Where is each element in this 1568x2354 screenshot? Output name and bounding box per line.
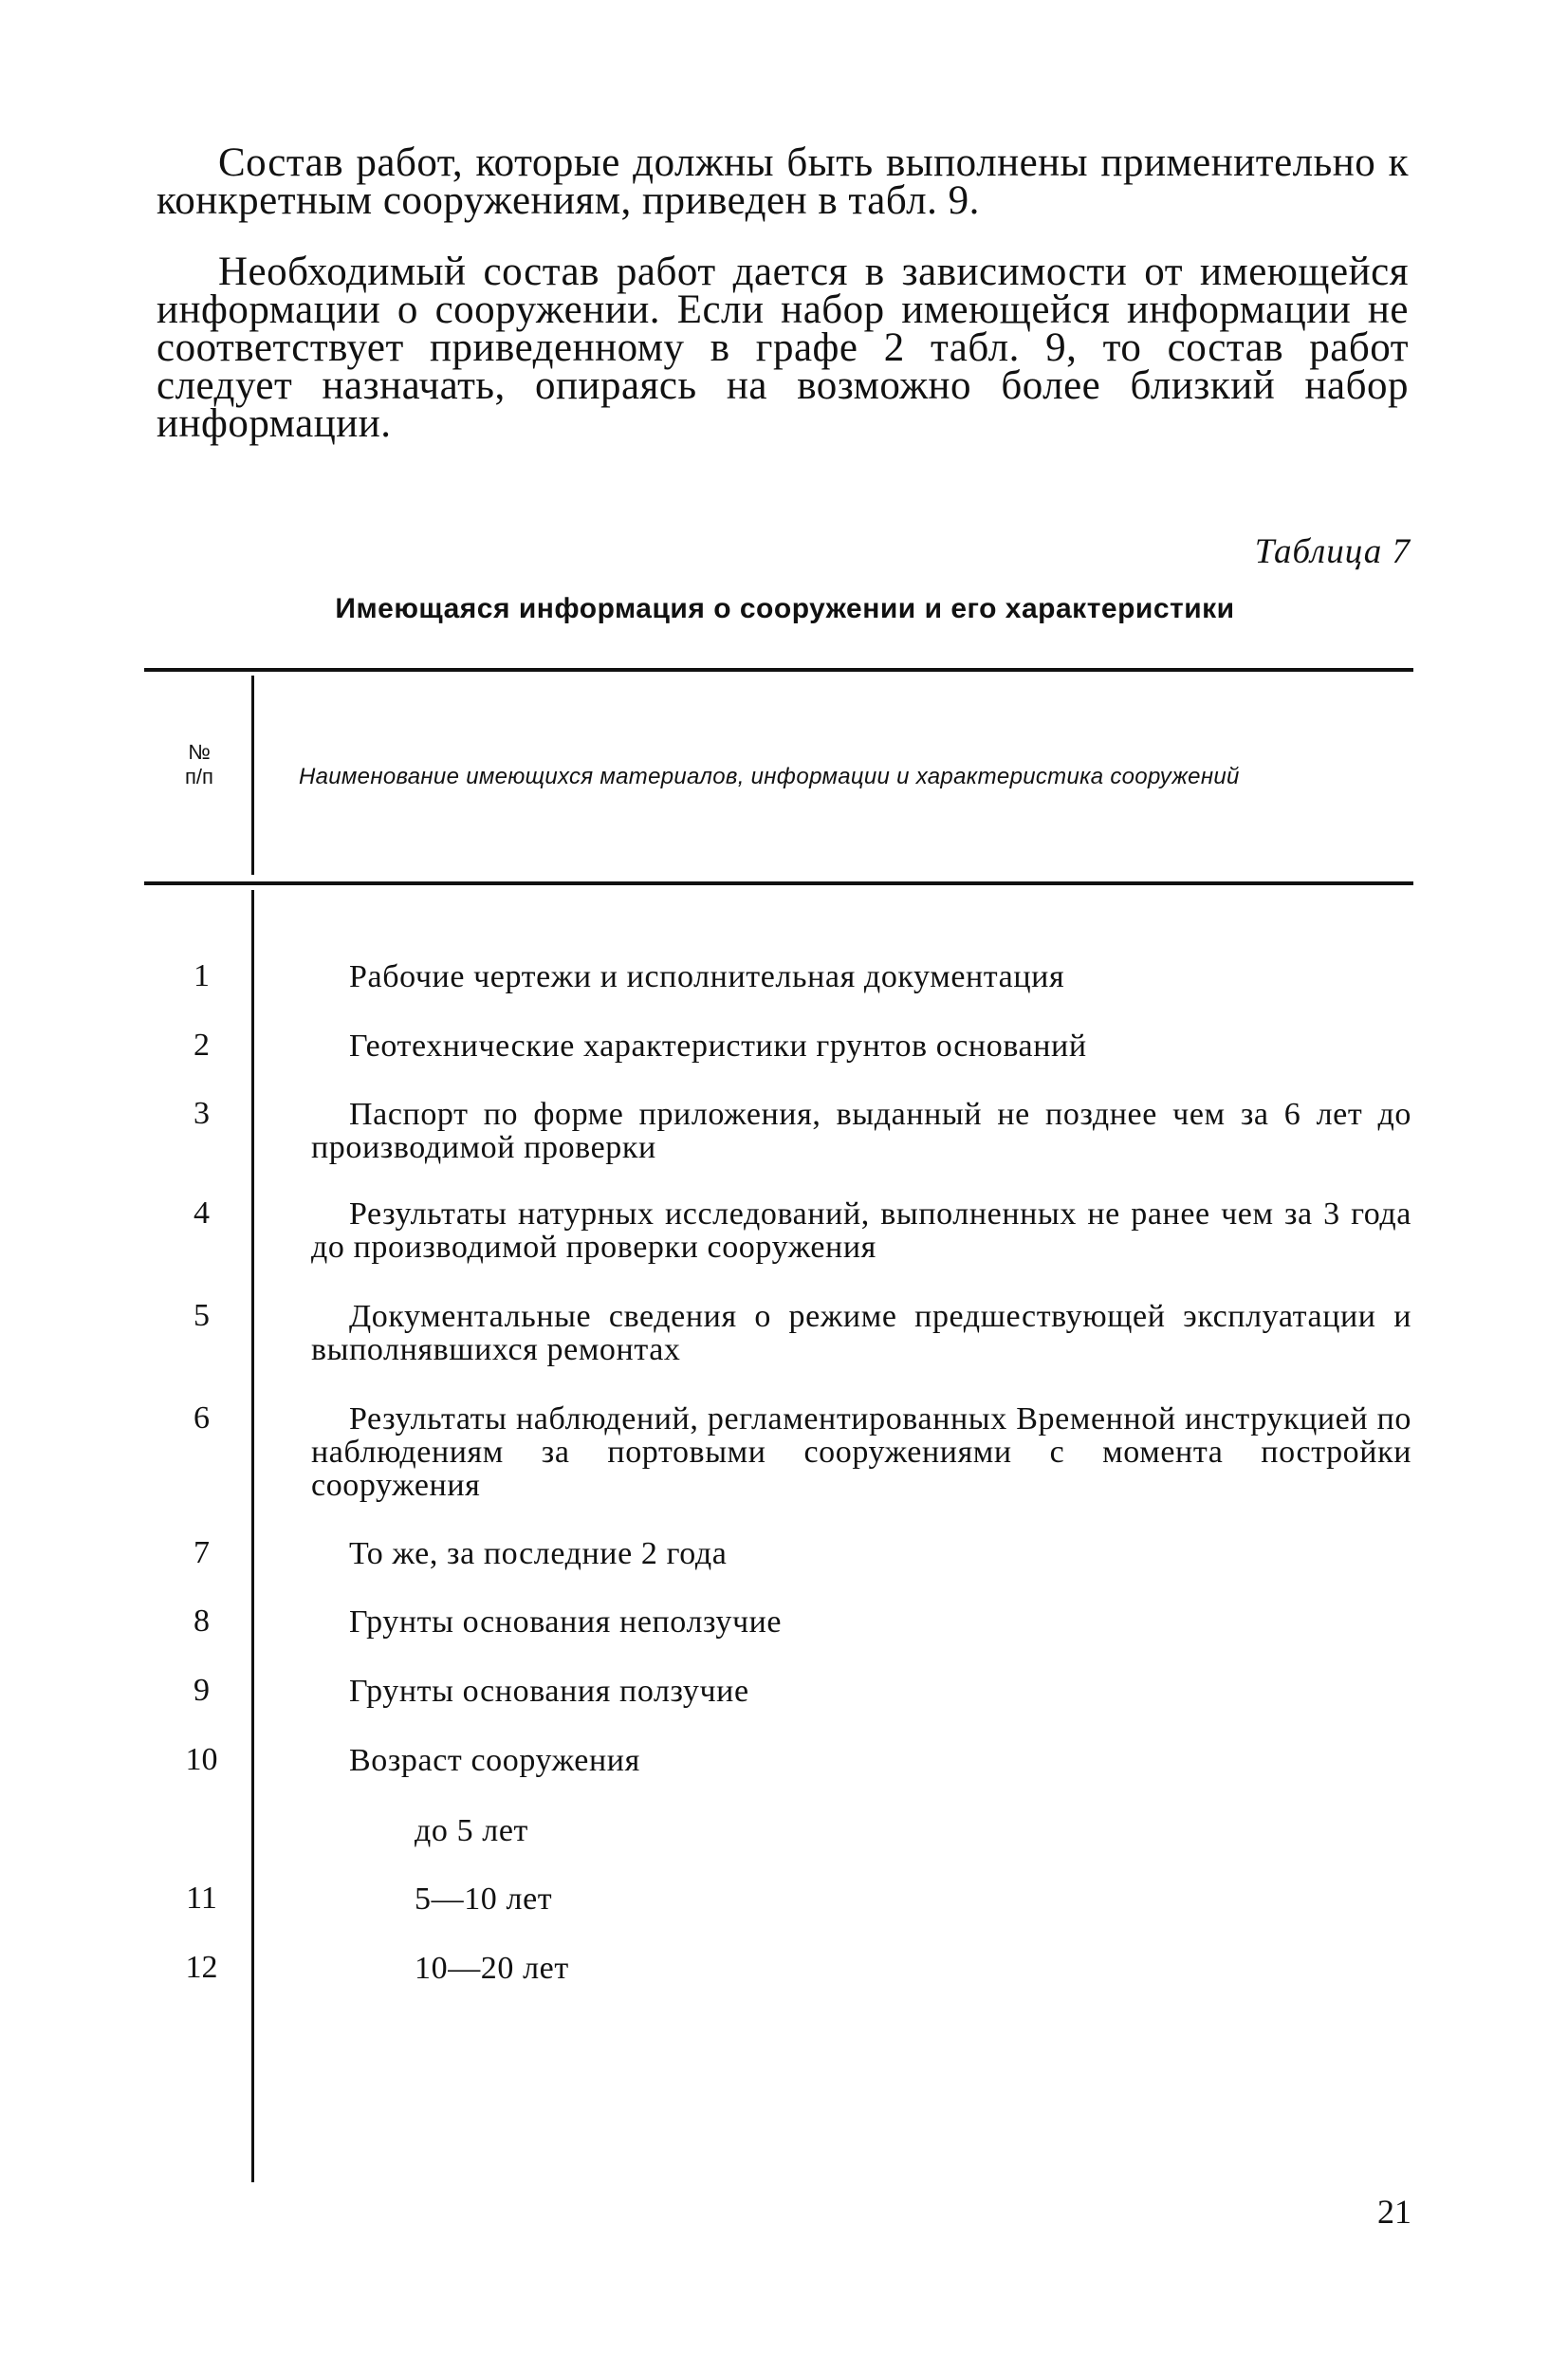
row-2-text: Геотехнические характеристики грунтов оснований (349, 1029, 1087, 1064)
header-number-column (161, 740, 237, 789)
table-body-divider (251, 890, 254, 2182)
page-number: 21 (1377, 2193, 1411, 2231)
table-top-rule (144, 668, 1413, 672)
row-10-text: Возраст сооружения (349, 1743, 640, 1778)
table-header-rule (144, 881, 1413, 885)
table-label: Таблица 7 (1254, 532, 1411, 571)
row-3-number: 3 (194, 1096, 210, 1131)
row-9-number: 9 (194, 1673, 210, 1708)
row-5-number: 5 (194, 1298, 210, 1333)
table-title: Имеющаяся информация о сооружении и его характеристики (335, 593, 1235, 624)
row-8-number: 8 (194, 1603, 210, 1639)
table-header-divider (251, 676, 254, 875)
header-number-label: № п/п (185, 740, 213, 788)
row-8-text: Грунты основания неползучие (349, 1604, 783, 1640)
header-name-column: Наименование имеющихся материалов, информации и характеристика сооружений (299, 764, 1240, 789)
intro-paragraph-2: Необходимый состав работ дается в зависимости от имеющейся информации о сооружении. Если набор имеющейся информации не соответствует приведенному в графе 2 табл. 9, то состав работ следует назначать, опираясь на возможно более близкий набор информации. (157, 250, 1409, 446)
row-4-number: 4 (194, 1196, 210, 1231)
row-12-number: 12 (185, 1950, 218, 1985)
row-7-number: 7 (194, 1535, 210, 1570)
row-5-text: Документальные сведения о режиме предшествующей эксплуатации и выполнявшихся ремонтах (311, 1299, 1411, 1367)
row-10-number: 10 (185, 1742, 218, 1777)
row-7-text: То же, за последние 2 года (349, 1536, 728, 1571)
row-2-number: 2 (194, 1028, 210, 1063)
row-1-number: 1 (194, 958, 210, 993)
row-3-text: Паспорт по форме приложения, выданный не позднее чем за 6 лет до производимой проверки (311, 1097, 1411, 1165)
row-6-text: Результаты наблюдений, регламентированных Временной инструкцией по наблюдениям за портовыми сооружениями с момента постройки сооружения (311, 1401, 1411, 1503)
row-10-subitem-text: до 5 лет (415, 1813, 529, 1848)
row-12-text: 10—20 лет (415, 1951, 569, 1986)
row-11-text: 5—10 лет (415, 1881, 553, 1917)
row-11-number: 11 (186, 1881, 217, 1916)
row-1-text: Рабочие чертежи и исполнительная документация (349, 959, 1065, 994)
row-4-text: Результаты натурных исследований, выполненных не ранее чем за 3 года до производимой проверки сооружения (311, 1196, 1411, 1265)
row-9-text: Грунты основания ползучие (349, 1674, 749, 1709)
intro-paragraph-1: Состав работ, которые должны быть выполнены применительно к конкретным сооружениям, приведен в табл. 9. (157, 140, 1409, 223)
row-6-number: 6 (194, 1400, 210, 1436)
